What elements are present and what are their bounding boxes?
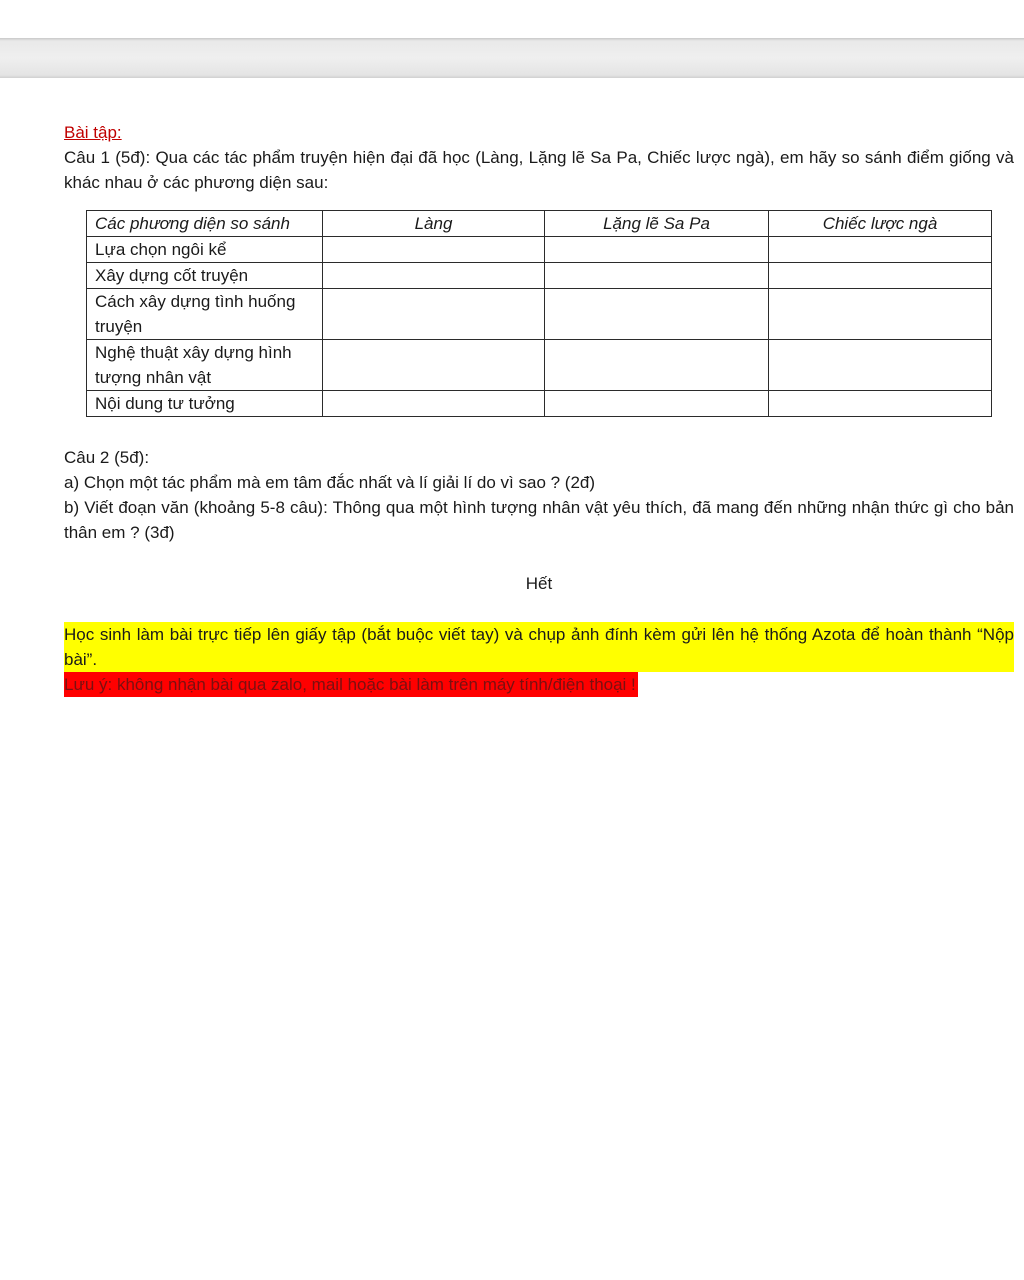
empty-cell (769, 237, 992, 263)
question-2 (64, 445, 1014, 545)
row-aspect-label: Lựa chọn ngôi kể (87, 237, 323, 263)
end-marker: Hết (525, 574, 553, 593)
table-header-row (87, 211, 992, 237)
question-1: Câu 1 (5đ): Qua các tác phẩm truyện hiện đại đã học (Làng, Lặng lẽ Sa Pa, Chiếc lược ngà), em hãy so sánh điểm giống và khác nhau ở các phương diện sau: (64, 148, 1014, 192)
row-aspect-label: Xây dựng cốt truyện (87, 263, 323, 289)
table-row (87, 289, 992, 340)
empty-cell (323, 263, 545, 289)
empty-cell (545, 391, 769, 417)
top-margin (0, 0, 1024, 40)
empty-cell (769, 391, 992, 417)
row-aspect-label: Cách xây dựng tình huống truyện (87, 289, 323, 340)
empty-cell (545, 289, 769, 340)
table-row (87, 237, 992, 263)
header-lang: Làng (323, 211, 545, 237)
empty-cell (323, 237, 545, 263)
header-chiec-luoc-nga: Chiếc lược ngà (769, 211, 992, 237)
row-aspect-label: Nội dung tư tưởng (87, 391, 323, 417)
question-2b: b) Viết đoạn văn (khoảng 5-8 câu): Thông qua một hình tượng nhân vật yêu thích, đã mang đến những nhận thức gì cho bản thân em ? (3đ) (64, 498, 1014, 542)
document-page (64, 120, 1014, 697)
row-aspect-label: Nghệ thuật xây dựng hình tượng nhân vật (87, 340, 323, 391)
empty-cell (769, 289, 992, 340)
empty-cell (769, 340, 992, 391)
empty-cell (545, 340, 769, 391)
empty-cell (323, 391, 545, 417)
question-2-title: Câu 2 (5đ): (64, 448, 150, 467)
empty-cell (323, 289, 545, 340)
submission-instruction: Học sinh làm bài trực tiếp lên giấy tập (bắt buộc viết tay) và chụp ảnh đính kèm gửi lên hệ thống Azota để hoàn thành “Nộp bài”. (64, 622, 1014, 672)
table-row (87, 391, 992, 417)
submission-note: Lưu ý: không nhận bài qua zalo, mail hoặc bài làm trên máy tính/điện thoại ! (64, 672, 638, 697)
comparison-table (86, 210, 992, 417)
empty-cell (769, 263, 992, 289)
page-separator-band (0, 38, 1024, 78)
table-row (87, 340, 992, 391)
empty-cell (545, 237, 769, 263)
table-row (87, 263, 992, 289)
exercise-heading: Bài tập: (64, 123, 122, 142)
empty-cell (545, 263, 769, 289)
empty-cell (323, 340, 545, 391)
header-lang-le-sa-pa: Lặng lẽ Sa Pa (545, 211, 769, 237)
header-aspects: Các phương diện so sánh (87, 211, 323, 237)
question-2a: a) Chọn một tác phẩm mà em tâm đắc nhất và lí giải lí do vì sao ? (2đ) (64, 473, 596, 492)
